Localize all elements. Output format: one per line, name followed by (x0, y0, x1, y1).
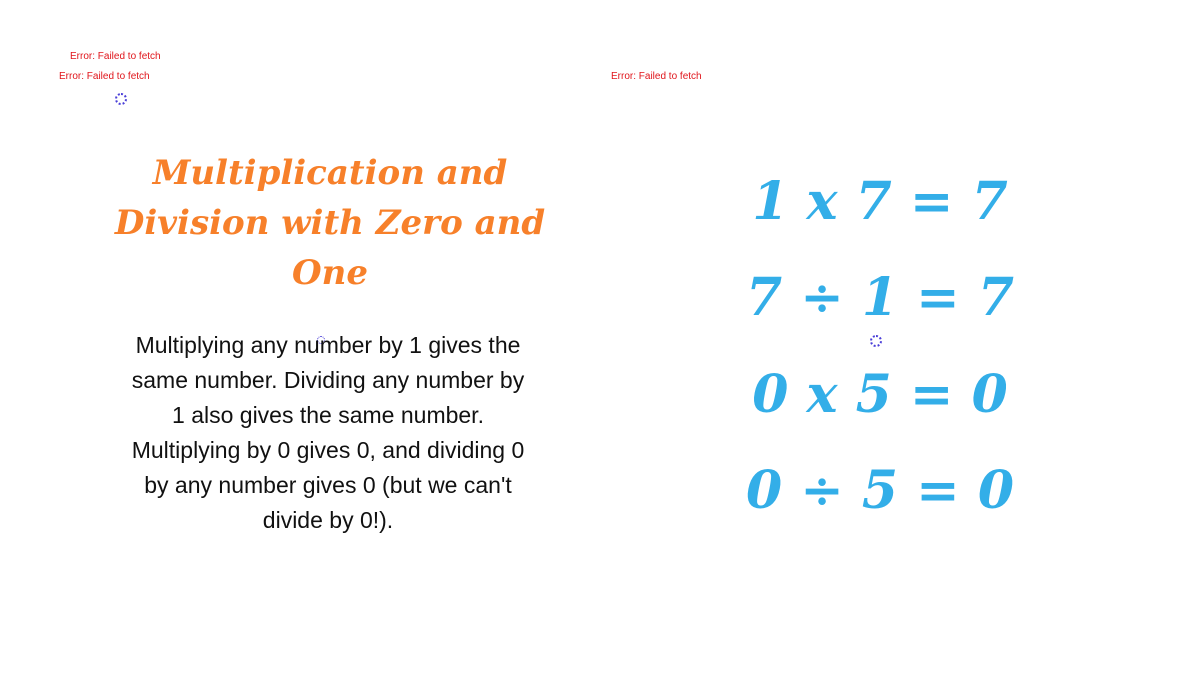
error-message: Error: Failed to fetch (59, 71, 150, 82)
equation: 1 x 7 = 7 (752, 171, 1008, 232)
loading-spinner-icon (115, 93, 127, 105)
equation: 0 x 5 = 0 (752, 364, 1008, 425)
loading-spinner-icon (870, 335, 882, 347)
equation: 0 ÷ 5 = 0 (745, 460, 1015, 521)
lesson-text: Multiplying any number by 1 gives the same number. Dividing any number by 1 also gives the same number. Multiplying by 0 gives 0, and dividing 0 by any number gives 0 (but we can't divide by 0!). (131, 332, 525, 533)
equation: 7 ÷ 1 = 7 (745, 267, 1015, 328)
page-title: Multiplication and Division with Zero and One (114, 153, 546, 293)
error-message: Error: Failed to fetch (70, 51, 161, 62)
error-message: Error: Failed to fetch (611, 71, 702, 82)
